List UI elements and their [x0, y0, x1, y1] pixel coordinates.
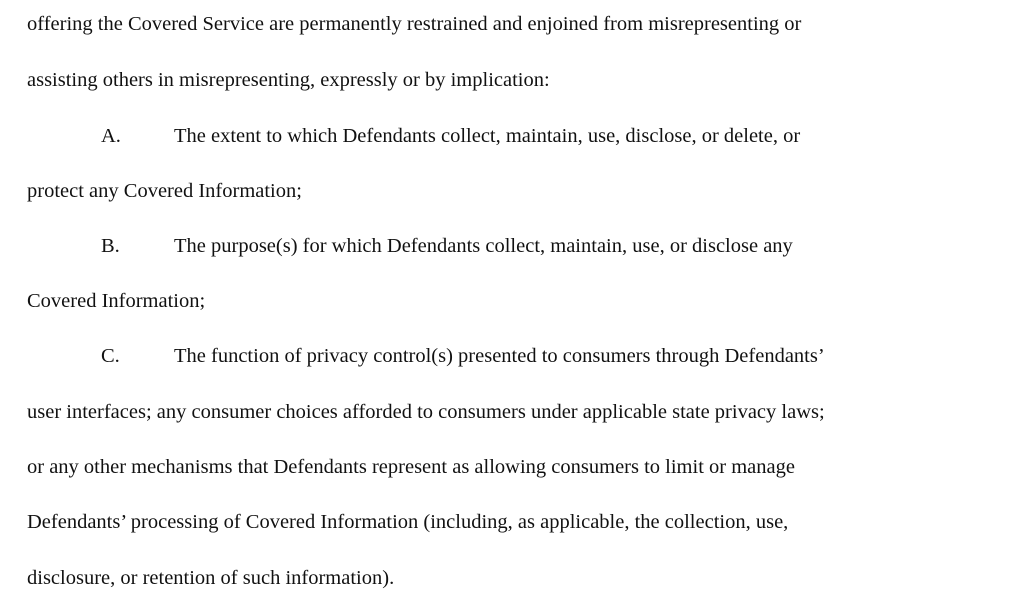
item-a-label: A.	[101, 125, 121, 147]
intro-line-1: offering the Covered Service are permanently restrained and enjoined from misrepresenting or	[27, 13, 802, 35]
item-b-line-2: Covered Information;	[27, 290, 206, 312]
item-c-label: C.	[101, 345, 120, 367]
item-b-label: B.	[101, 235, 120, 257]
item-a-text: The extent to which Defendants collect, maintain, use, disclose, or delete, or	[174, 125, 801, 147]
item-c-line-2: user interfaces; any consumer choices afforded to consumers under applicable state privacy laws;	[27, 401, 825, 423]
item-c-line-3: or any other mechanisms that Defendants represent as allowing consumers to limit or manage	[27, 456, 795, 478]
intro-line-2: assisting others in misrepresenting, expressly or by implication:	[27, 69, 550, 91]
item-a-line-2: protect any Covered Information;	[27, 180, 302, 202]
item-c-line-4: Defendants’ processing of Covered Information (including, as applicable, the collection, use,	[27, 511, 789, 533]
item-c-text: The function of privacy control(s) presented to consumers through Defendants’	[174, 345, 825, 367]
item-b-text: The purpose(s) for which Defendants collect, maintain, use, or disclose any	[174, 235, 793, 257]
item-c-line-5: disclosure, or retention of such information).	[27, 567, 395, 589]
